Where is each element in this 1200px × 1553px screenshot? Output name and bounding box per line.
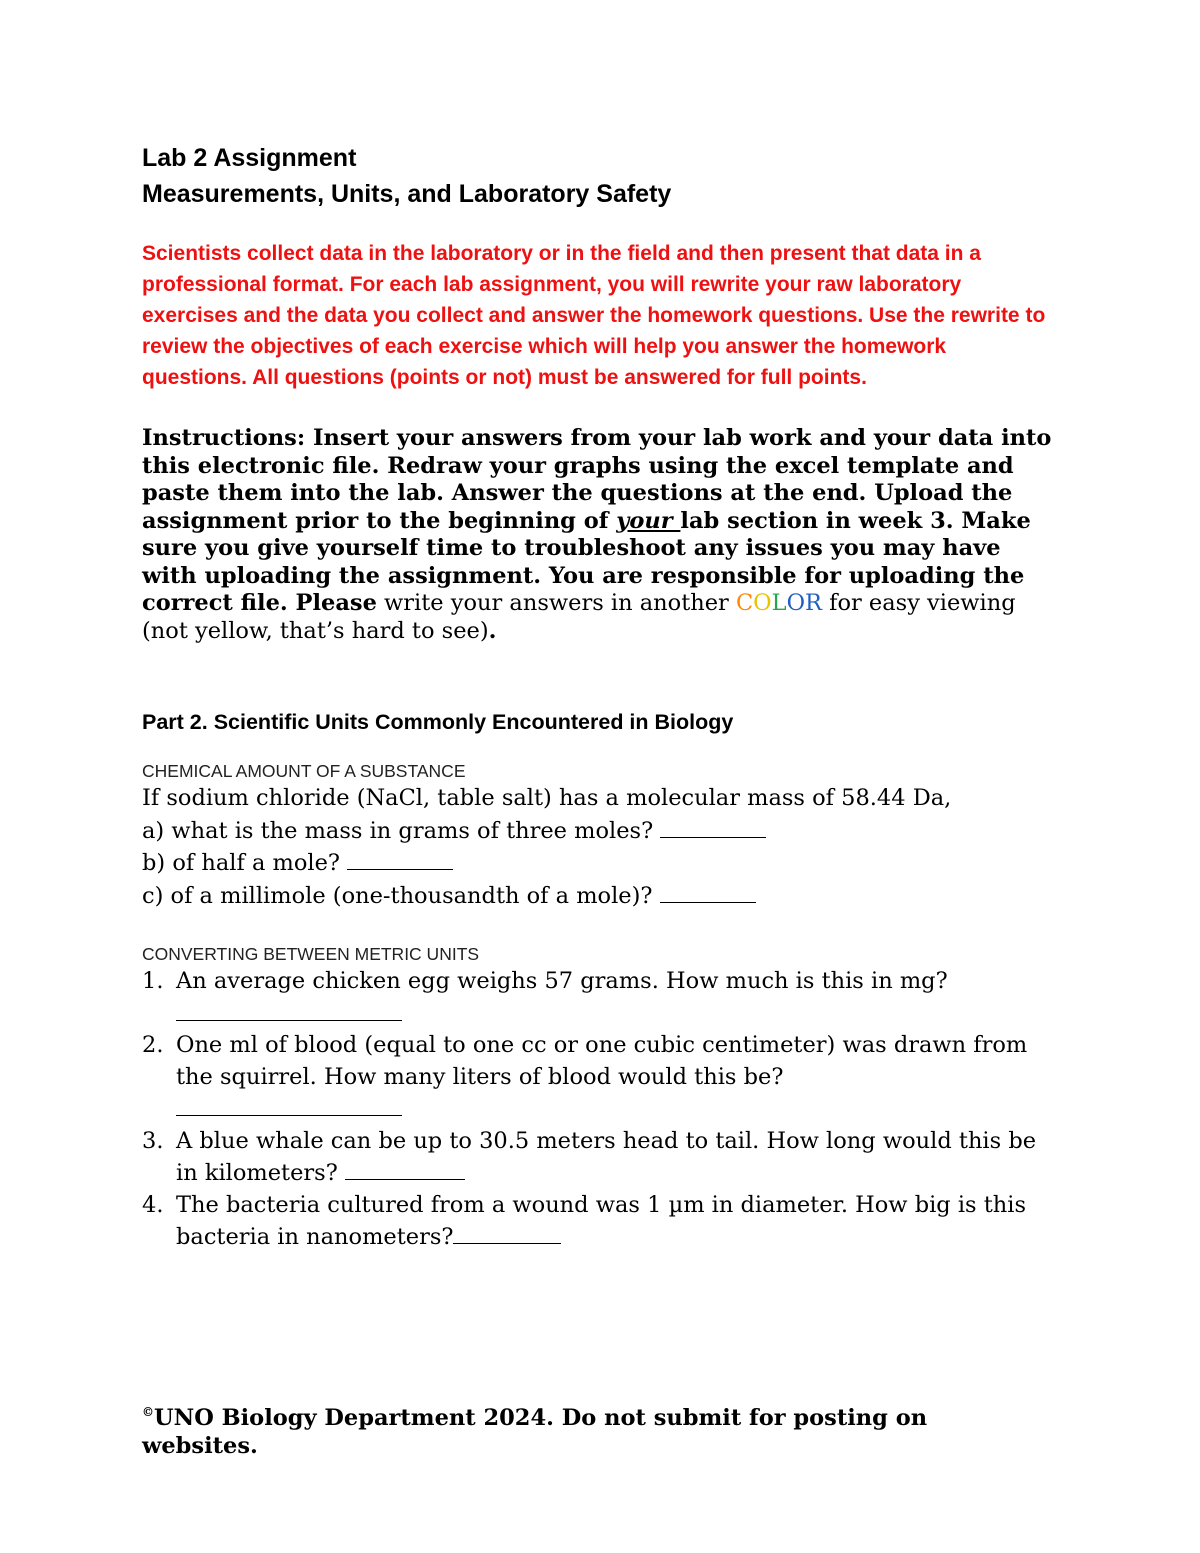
item-text: One ml of blood (equal to one cc or one cubic centimeter) was drawn from the squirrel. How many liters of blood would this be? bbox=[176, 1032, 1028, 1090]
footer-text: UNO Biology Department 2024. Do not submit for posting on websites. bbox=[142, 1405, 928, 1459]
item-number: 2. bbox=[142, 1032, 164, 1058]
chemical-section-heading: CHEMICAL AMOUNT OF A SUBSTANCE bbox=[142, 761, 466, 781]
list-item bbox=[142, 1030, 1052, 1126]
list-item bbox=[142, 1126, 1052, 1190]
question-b-text: b) of half a mole? bbox=[142, 850, 348, 876]
answer-blank-1[interactable] bbox=[176, 998, 402, 1021]
instructions-paragraph bbox=[142, 425, 1052, 645]
copyright-symbol: © bbox=[142, 1405, 154, 1419]
answer-blank-c[interactable] bbox=[660, 880, 756, 903]
metric-question-list bbox=[142, 966, 1052, 1254]
item-text: The bacteria cultured from a wound was 1 µm in diameter. How big is this bacteria in nanometers? bbox=[176, 1191, 1027, 1250]
list-item bbox=[142, 1190, 1052, 1254]
question-a-text: a) what is the mass in grams of three moles? bbox=[142, 817, 661, 844]
item-number: 4. bbox=[142, 1191, 164, 1218]
answer-blank-b[interactable] bbox=[347, 847, 453, 870]
metric-section-heading: CONVERTING BETWEEN METRIC UNITS bbox=[142, 944, 480, 964]
answer-blank-a[interactable] bbox=[660, 815, 766, 838]
chemical-question-c bbox=[142, 880, 1052, 913]
instructions-bold-2: lab section in week 3. Make sure you give yourself time to troubleshoot any issues you may have with uploading the assignment. You are responsible for uploading the correct file. Please bbox=[142, 507, 1031, 616]
list-item bbox=[142, 966, 1052, 1030]
item-number: 3. bbox=[142, 1127, 164, 1154]
intro-paragraph: Scientists collect data in the laboratory or in the field and then present that data in a professional format. For each lab assignment, you will rewrite your raw laboratory exercises and the data you collect and answer the homework questions. Use the rewrite to review the objectives of each exercise which will help you answer the homework questions. All questions (points or not) must be answered for full points. bbox=[142, 242, 1046, 389]
answer-blank-3[interactable] bbox=[345, 1157, 465, 1180]
color-letter-3: L bbox=[771, 590, 787, 616]
document-content bbox=[142, 140, 1052, 1254]
item-number: 1. bbox=[142, 968, 164, 994]
chemical-question-a bbox=[142, 815, 1052, 848]
part2-heading: Part 2. Scientific Units Commonly Encountered in Biology bbox=[142, 710, 734, 734]
color-letter-4: O bbox=[786, 590, 806, 616]
instructions-bold-1: Instructions: Insert your answers from your lab work and your data into this electronic file. Redraw your graphs using the excel template and paste them into the lab. Answer the questions at the end. Upload the assignment prior to the beginning of bbox=[142, 425, 1052, 534]
chemical-question-b bbox=[142, 847, 1052, 880]
document-title: Lab 2 Assignment bbox=[142, 144, 357, 172]
item-text: An average chicken egg weighs 57 grams. How much is this in mg? bbox=[176, 968, 948, 994]
answer-blank-4[interactable] bbox=[453, 1221, 561, 1244]
chemical-question: If sodium chloride (NaCl, table salt) has a molecular mass of 58.44 Da, bbox=[142, 785, 952, 811]
instructions-underlined-your: your bbox=[616, 507, 681, 534]
instructions-period: . bbox=[488, 617, 497, 644]
instructions-plain: write your answers in another bbox=[376, 590, 736, 616]
instructions-plain-end: for easy viewing (not yellow, that’s hard to see) bbox=[142, 590, 1016, 644]
color-letter-1: C bbox=[735, 590, 754, 616]
answer-blank-2[interactable] bbox=[176, 1093, 402, 1116]
question-c-text: c) of a millimole (one-thousandth of a mole)? bbox=[142, 882, 660, 909]
color-letter-5: R bbox=[805, 590, 822, 616]
item-text: A blue whale can be up to 30.5 meters head to tail. How long would this be in kilometers? bbox=[176, 1127, 1037, 1186]
document-subtitle: Measurements, Units, and Laboratory Safety bbox=[142, 180, 672, 208]
footer-notice bbox=[142, 1398, 1042, 1460]
color-letter-2: O bbox=[753, 590, 772, 616]
